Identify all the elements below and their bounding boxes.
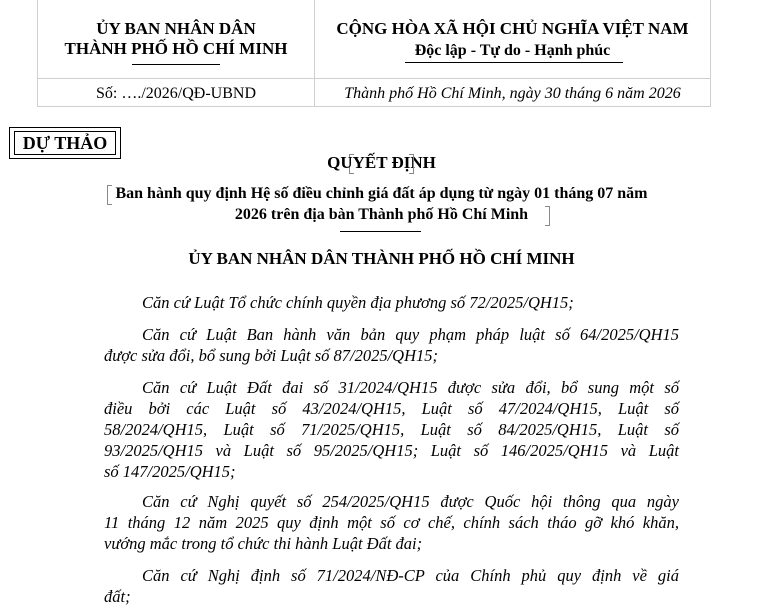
paragraph-line: được sửa đổi, bổ sung bởi Luật số 87/2025/QH15; xyxy=(104,346,438,365)
paragraph-line: Căn cứ Luật Tổ chức chính quyền địa phương số 72/2025/QH15; xyxy=(142,293,574,312)
draft-label: DỰ THẢO xyxy=(14,131,116,155)
paragraph-line: vướng mắc trong tổ chức thi hành Luật Đất đai; xyxy=(104,534,423,553)
national-motto: Độc lập - Tự do - Hạnh phúc xyxy=(414,42,611,59)
document-number: Số: …./2026/QĐ-UBND xyxy=(95,85,256,102)
header-row-divider xyxy=(38,78,710,79)
legal-basis-paragraph xyxy=(104,324,679,366)
document-date: Thành phố Hồ Chí Minh, ngày 30 tháng 6 năm 2026 xyxy=(344,85,681,102)
paragraph-line: Căn cứ Luật Ban hành văn bản quy phạm pháp luật số 64/2025/QH15 xyxy=(142,325,679,344)
paragraph-line: 93/2025/QH15 và Luật số 95/2025/QH15; Luật số 146/2025/QH15 và Luật xyxy=(104,441,679,460)
paragraph-line: số 147/2025/QH15; xyxy=(104,462,236,481)
paragraph-line: Căn cứ Nghị định số 71/2024/NĐ-CP của Chính phủ quy định về giá xyxy=(142,566,679,585)
legal-basis-paragraph xyxy=(104,377,679,482)
subject-underline xyxy=(340,231,421,232)
legal-basis-paragraph xyxy=(104,292,679,313)
issuing-agency xyxy=(38,19,314,59)
agency-underline xyxy=(132,64,220,65)
paragraph-line: 11 tháng 12 năm 2025 quy định một số cơ chế, chính sách tháo gỡ khó khăn, xyxy=(104,513,679,532)
title-bracket-right xyxy=(409,154,414,174)
legal-basis-paragraph xyxy=(104,565,679,607)
paragraph-line: điều bởi các Luật số 43/2024/QH15, Luật số 47/2024/QH15, Luật số xyxy=(104,399,679,418)
subject-line-2: 2026 trên địa bàn Thành phố Hồ Chí Minh xyxy=(234,206,529,223)
subject-bracket-right xyxy=(545,206,550,226)
document-title: QUYẾT ĐỊNH xyxy=(327,153,436,172)
paragraph-line: 58/2024/QH15, Luật số 71/2025/QH15, Luật số 84/2025/QH15, Luật số xyxy=(104,420,679,439)
agency-line-2: THÀNH PHỐ HỒ CHÍ MINH xyxy=(64,39,288,58)
country-name: CỘNG HÒA XÃ HỘI CHỦ NGHĨA VIỆT NAM xyxy=(336,19,689,38)
legal-basis-paragraph xyxy=(104,491,679,554)
issuing-committee: ỦY BAN NHÂN DÂN THÀNH PHỐ HỒ CHÍ MINH xyxy=(188,249,575,268)
agency-line-1: ỦY BAN NHÂN DÂN xyxy=(96,19,256,38)
paragraph-line: Căn cứ Nghị quyết số 254/2025/QH15 được Quốc hội thông qua ngày xyxy=(142,492,679,511)
subject-line-1: Ban hành quy định Hệ số điều chỉnh giá đất áp dụng từ ngày 01 tháng 07 năm xyxy=(115,185,648,202)
paragraph-line: đất; xyxy=(104,587,131,606)
document-header xyxy=(37,0,711,107)
paragraph-line: Căn cứ Luật Đất đai số 31/2024/QH15 được sửa đổi, bổ sung một số xyxy=(142,378,679,397)
motto-underline xyxy=(405,62,623,63)
